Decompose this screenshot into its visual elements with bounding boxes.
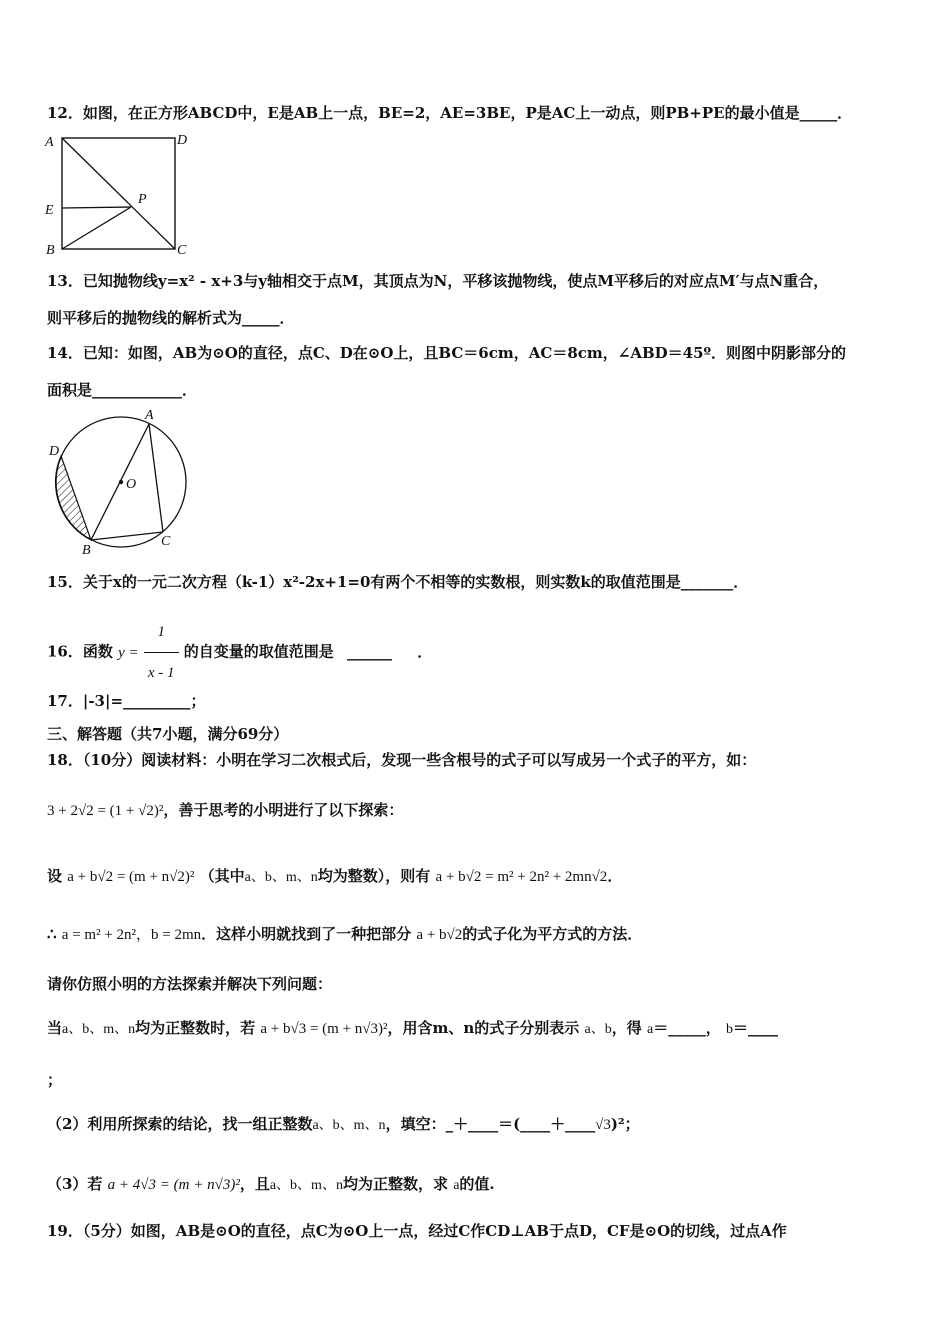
q15-text: 15．关于x的一元二次方程（k-1）x²-2x+1=0有两个不相等的实数根，则实数k的取值范围是_______． <box>47 573 749 591</box>
q18-p1-ab: a、b <box>584 1022 612 1037</box>
q18-p1-get: ，得 <box>611 1019 642 1037</box>
q18-p2-end: )²； <box>610 1115 640 1133</box>
q18-intro: 18．（10分）阅读材料：小明在学习二次根式后，发现一些含根号的式子可以写成另一个式子的平方，如： <box>47 751 757 769</box>
q18-p1-end: ； <box>47 1071 63 1089</box>
q19-text: 19．（5分）如图，AB是⊙O的直径，点C为⊙O上一点，经过C作CD⊥AB于点D，CF是⊙O的切线，过点A作 <box>47 1222 787 1240</box>
q14-line2: 面积是____________． <box>47 381 198 399</box>
q18-p1-vars: a、b、m、n <box>62 1022 136 1037</box>
q18-set-prefix: 设 <box>47 867 63 885</box>
q18-example-text: ，善于思考的小明进行了以下探索： <box>163 801 404 819</box>
q18-p1-b-blank: ＝____ <box>732 1019 778 1037</box>
q18-p1-b: b <box>725 1022 733 1037</box>
q18-p2-vars: a、b、m、n <box>312 1118 386 1133</box>
q18-example <box>47 800 403 821</box>
q18-set-math1: a + b√2 = (m + n√2)² <box>67 869 195 885</box>
q18-p3-end: 的值. <box>459 1175 495 1193</box>
q16-end: ． <box>417 642 433 661</box>
q16-line <box>47 612 432 693</box>
q14-label-c: C <box>161 534 171 549</box>
q18-example-math: 3 + 2√2 = (1 + √2)² <box>47 803 164 819</box>
q18-ther-text2: 的式子化为平方式的方法． <box>462 925 643 943</box>
q12-label-c: C <box>177 243 187 258</box>
q16-numerator: 1 <box>144 612 179 653</box>
q14-label-o: O <box>126 477 137 492</box>
q18-p1-mid: 均为正整数时，若 <box>135 1019 256 1037</box>
q14-circle-figure <box>44 405 194 557</box>
q18-part1 <box>47 1018 778 1040</box>
q18-p1-math: a + b√3 = (m + n√3)² <box>260 1021 388 1037</box>
q18-p1-a-blank: ＝_____， <box>653 1019 721 1037</box>
q18-p1-a: a <box>647 1022 654 1037</box>
q18-set-vars: a、b、m、n <box>244 870 318 885</box>
q18-ther-math2: a + b√2 <box>416 927 463 943</box>
q18-ther-text1: ．这样小明就找到了一种把部分 <box>201 925 412 943</box>
q18-therefore: ∴ <box>47 925 57 943</box>
q13-line1: 13．已知抛物线y=x² - x+3与y轴相交于点M，其顶点为N，平移该抛物线，使点M平移后的对应点M′与点N重合， <box>47 272 829 290</box>
q16-denominator: x - 1 <box>147 665 175 681</box>
q18-part3 <box>47 1174 495 1196</box>
q18-p2-sqrt: √3 <box>595 1117 611 1133</box>
q18-p3-vars: a、b、m、n <box>269 1178 343 1193</box>
section3-title: 三、解答题（共7小题，满分69分） <box>47 725 289 743</box>
q18-p3-math: a + 4√3 = (m + n√3)² <box>107 1177 240 1193</box>
q18-p3-text: 均为正整数，求 <box>342 1175 448 1193</box>
q16-fraction <box>144 612 179 693</box>
q18-request: 请你仿照小明的方法探索并解决下列问题： <box>47 975 333 993</box>
q16-suffix: 的自变量的取值范围是 <box>183 642 334 661</box>
q16-blank: ______ <box>347 642 393 661</box>
q17-text: 17．|-3|=_________； <box>47 692 206 710</box>
q18-p3-prefix: （3）若 <box>47 1175 103 1193</box>
q18-p1-prefix: 当 <box>47 1019 63 1037</box>
q18-p1-text: ，用含m、n的式子分别表示 <box>387 1019 580 1037</box>
q18-set-end: ． <box>607 867 623 885</box>
q18-set-mid: 均为整数），则有 <box>317 867 431 885</box>
q12-label-b: B <box>46 243 55 258</box>
q12-label-a: A <box>45 135 54 150</box>
q16-y-eq: y = <box>118 644 139 661</box>
q18-set-line <box>47 866 622 888</box>
q13-line2: 则平移后的抛物线的解析式为_____． <box>47 309 295 327</box>
q14-label-d: D <box>49 444 60 459</box>
q18-set-paren: （其中 <box>199 867 245 885</box>
q18-set-math2: a + b√2 = m² + 2n² + 2mn√2 <box>435 869 608 885</box>
q12-square-figure <box>40 130 200 258</box>
q14-label-a: A <box>145 408 154 423</box>
q18-part2 <box>47 1114 640 1136</box>
q18-p2-fill: ，填空：_＋____＝(____＋____ <box>385 1115 596 1133</box>
q18-p3-a: a <box>453 1178 460 1193</box>
q14-line1: 14．已知：如图，AB为⊙O的直径，点C、D在⊙O上，且BC＝6cm，AC＝8cm，∠ABD＝45º．则图中阴影部分的 <box>47 344 847 362</box>
q18-p2-prefix: （2）利用所探索的结论，找一组正整数 <box>47 1115 313 1133</box>
q12-text: 12．如图，在正方形ABCD中，E是AB上一点，BE=2，AE=3BE，P是AC上一动点，则PB+PE的最小值是_____． <box>47 104 853 122</box>
q16-prefix: 16．函数 <box>47 642 113 661</box>
q12-label-e: E <box>45 203 54 218</box>
q18-therefore-line <box>47 924 642 945</box>
q18-ther-math: a = m² + 2n²，b = 2mn <box>61 927 202 943</box>
q12-label-d: D <box>177 133 188 148</box>
q12-label-p: P <box>138 192 147 207</box>
q14-label-b: B <box>82 543 91 557</box>
q18-p3-mid: ，且 <box>239 1175 270 1193</box>
